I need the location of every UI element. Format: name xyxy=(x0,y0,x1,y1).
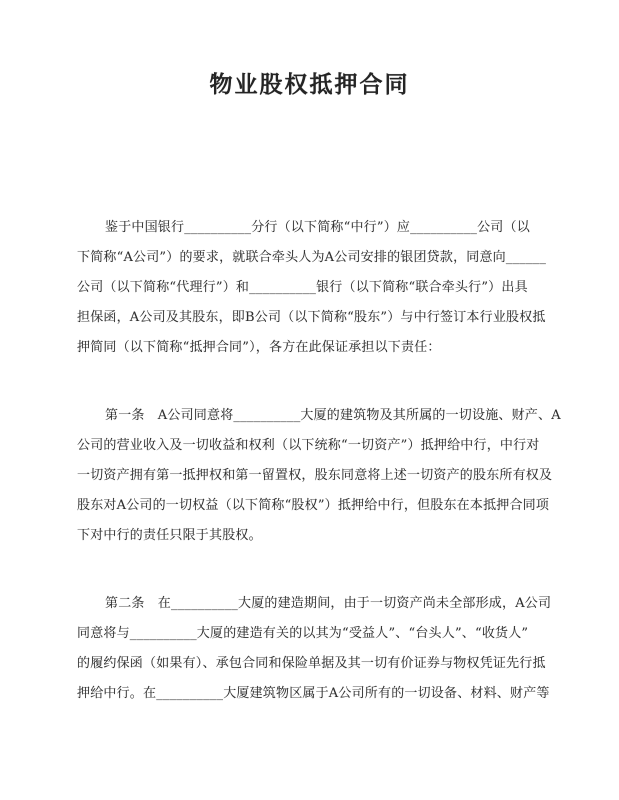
text-line: 股东对A公司的一切权益（以下简称“股权”）抵押给中行，但股东在本抵押合同项 xyxy=(77,498,550,513)
text-line: 下简称“A公司”）的要求，就联合牵头人为A公司安排的银团贷款，同意向______ xyxy=(77,250,547,265)
text-line: 公司的营业收入及一切收益和权利（以下统称“一切资产”）抵押给中行，中行对 xyxy=(77,438,540,453)
paragraph-preamble xyxy=(77,213,567,363)
document-body xyxy=(77,213,567,747)
text-line: 公司（以下简称“代理行”）和__________银行（以下简称“联合牵头行”）出具 xyxy=(77,280,528,295)
text-line: 一切资产拥有第一抵押权和第一留置权，股东同意将上述一切资产的股东所有权及 xyxy=(77,468,553,483)
text-line: 第二条 在__________大厦的建造期间，由于一切资产尚未全部形成，A公司 xyxy=(105,596,552,611)
text-line: 押简同（以下简称“抵押合同”），各方在此保证承担以下责任： xyxy=(77,340,441,355)
text-line: 鉴于中国银行__________分行（以下简称“中行”）应__________公司（以 xyxy=(105,220,530,235)
paragraph-article-1 xyxy=(77,401,567,551)
text-line: 的履约保函（如果有）、承包合同和保险单据及其一切有价证券与物权凭证先行抵 xyxy=(77,656,546,671)
document-title: 物业股权抵押合同 xyxy=(209,71,410,98)
paragraph-article-2 xyxy=(77,589,567,709)
text-line: 同意将与__________大厦的建造有关的以其为“受益人”、“台头人”、“收货人” xyxy=(77,626,529,641)
text-line: 押给中行。在__________大厦建筑物区属于A公司所有的一切设备、材料、财产等 xyxy=(77,686,550,701)
text-line: 担保函，A公司及其股东，即B公司（以下简称“股东”）与中行签订本行业股权抵 xyxy=(77,310,546,325)
text-line: 下对中行的责任只限于其股权。 xyxy=(77,528,262,543)
text-line: 第一条 A公司同意将__________大厦的建筑物及其所属的一切设施、财产、A xyxy=(105,408,561,423)
